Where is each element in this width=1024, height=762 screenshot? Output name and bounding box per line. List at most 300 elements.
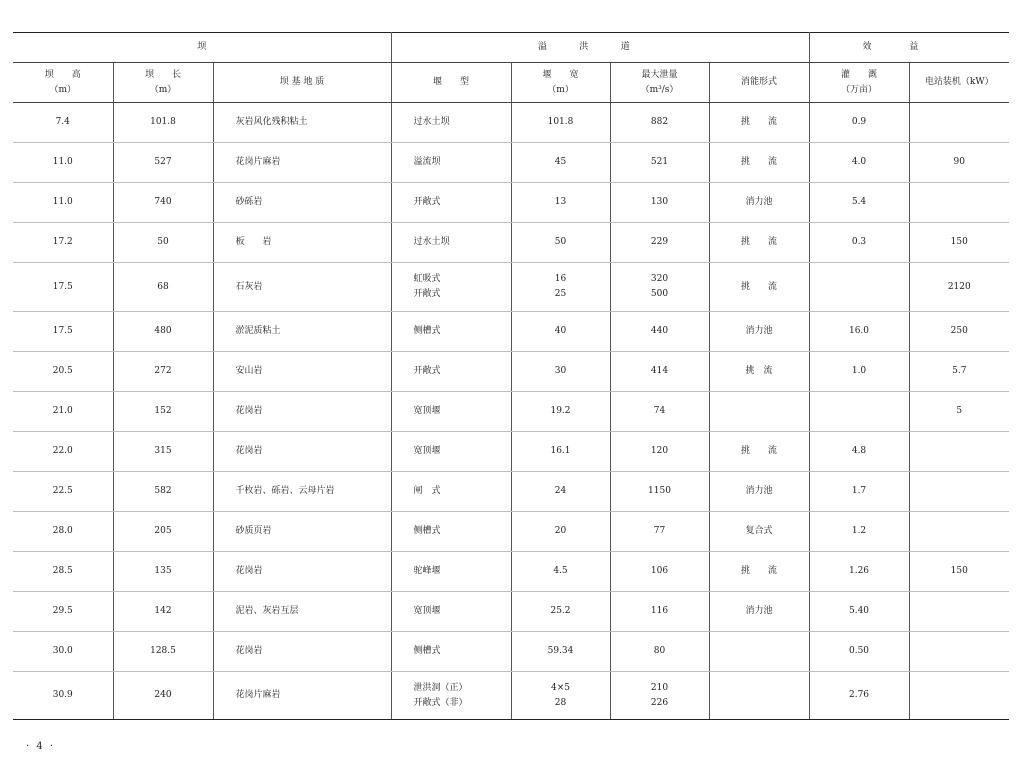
dam-height-cell bbox=[13, 672, 113, 720]
weir-width-value: 30 bbox=[554, 366, 567, 376]
column-header-6 bbox=[709, 63, 809, 103]
weir-type-value: 侧槽式 bbox=[413, 326, 441, 336]
irrigation-area-cell bbox=[809, 392, 909, 432]
energy-dissipation-value: 复合式 bbox=[745, 526, 773, 536]
foundation-geology-cell bbox=[213, 223, 391, 263]
max-discharge-value: 77 bbox=[653, 526, 666, 536]
weir-width-cell bbox=[511, 672, 610, 720]
irrigation-area-cell bbox=[809, 512, 909, 552]
foundation-geology-cell bbox=[213, 263, 391, 312]
power-capacity-cell bbox=[909, 143, 1009, 183]
dam-length-value: 315 bbox=[154, 446, 172, 456]
weir-width-cell bbox=[511, 143, 610, 183]
dam-length-cell bbox=[113, 352, 213, 392]
dam-length-cell bbox=[113, 103, 213, 143]
dam-length-value: 272 bbox=[154, 366, 172, 376]
dam-length-cell bbox=[113, 223, 213, 263]
dam-length-cell bbox=[113, 143, 213, 183]
energy-dissipation-cell bbox=[709, 103, 809, 143]
weir-type-value: 开敞式 bbox=[413, 366, 441, 376]
weir-type-cell bbox=[391, 632, 511, 672]
power-capacity-value: 150 bbox=[950, 566, 968, 576]
dam-length-cell bbox=[113, 632, 213, 672]
reservoir-data-table-container bbox=[13, 32, 1009, 720]
dam-length-cell bbox=[113, 183, 213, 223]
foundation-geology-cell bbox=[213, 632, 391, 672]
foundation-geology-cell bbox=[213, 592, 391, 632]
weir-type-cell bbox=[391, 592, 511, 632]
column-header-2 bbox=[213, 63, 391, 103]
irrigation-area-cell bbox=[809, 472, 909, 512]
weir-type-cell bbox=[391, 103, 511, 143]
column-header-4 bbox=[511, 63, 610, 103]
foundation-geology-cell bbox=[213, 103, 391, 143]
power-capacity-value: 90 bbox=[953, 157, 965, 167]
dam-height-value: 17.2 bbox=[52, 237, 73, 247]
power-capacity-value: 5 bbox=[956, 406, 963, 416]
weir-type-value: 泄洪洞（正） bbox=[413, 682, 468, 693]
dam-height-cell bbox=[13, 183, 113, 223]
energy-dissipation-value: 挑 流 bbox=[745, 366, 773, 376]
weir-type-value: 宽顶堰 bbox=[413, 406, 441, 416]
dam-length-value: 101.8 bbox=[150, 117, 176, 127]
irrigation-area-value: 0.3 bbox=[851, 237, 867, 247]
max-discharge-cell bbox=[610, 312, 709, 352]
energy-dissipation-value: 挑 流 bbox=[741, 566, 778, 576]
power-capacity-cell bbox=[909, 392, 1009, 432]
dam-length-value: 240 bbox=[154, 690, 172, 700]
weir-type-value: 宽顶堰 bbox=[413, 606, 441, 616]
max-discharge-cell bbox=[610, 263, 709, 312]
weir-type-cell bbox=[391, 432, 511, 472]
power-capacity-value: 5.7 bbox=[952, 366, 967, 376]
irrigation-area-value: 1.0 bbox=[851, 366, 867, 376]
dam-length-value: 135 bbox=[154, 566, 172, 576]
dam-length-cell bbox=[113, 592, 213, 632]
max-discharge-cell bbox=[610, 632, 709, 672]
max-discharge-cell bbox=[610, 472, 709, 512]
foundation-geology-value: 安山岩 bbox=[235, 366, 263, 376]
max-discharge-cell bbox=[610, 183, 709, 223]
power-capacity-cell bbox=[909, 592, 1009, 632]
irrigation-area-cell bbox=[809, 223, 909, 263]
max-discharge-value: 130 bbox=[650, 197, 669, 207]
irrigation-area-cell bbox=[809, 312, 909, 352]
dam-length-cell bbox=[113, 512, 213, 552]
max-discharge-value: 1150 bbox=[648, 486, 671, 496]
dam-height-value: 21.0 bbox=[52, 406, 73, 416]
irrigation-area-cell bbox=[809, 183, 909, 223]
column-header-label: 堰 型 bbox=[432, 77, 469, 87]
weir-type-value: 宽顶堰 bbox=[413, 446, 441, 456]
dam-length-value: 128.5 bbox=[150, 646, 176, 656]
table-body bbox=[13, 103, 1009, 720]
dam-height-value: 17.5 bbox=[52, 281, 73, 292]
group-header-benefit: 效益 bbox=[809, 33, 1009, 63]
column-header-label: 消能形式 bbox=[741, 77, 778, 87]
table-row bbox=[13, 103, 1009, 143]
max-discharge-value: 120 bbox=[650, 446, 669, 456]
max-discharge-cell bbox=[610, 143, 709, 183]
foundation-geology-value: 千枚岩、砾岩、云母片岩 bbox=[235, 486, 335, 496]
foundation-geology-cell bbox=[213, 352, 391, 392]
max-discharge-value: 320 bbox=[650, 274, 669, 284]
weir-type-cell bbox=[391, 352, 511, 392]
dam-length-value: 582 bbox=[154, 486, 172, 496]
max-discharge-value: 226 bbox=[650, 697, 669, 708]
weir-width-value: 19.2 bbox=[550, 406, 571, 416]
power-capacity-cell bbox=[909, 223, 1009, 263]
dam-height-value: 22.5 bbox=[52, 486, 73, 496]
weir-width-value: 25.2 bbox=[550, 606, 571, 616]
energy-dissipation-cell bbox=[709, 352, 809, 392]
max-discharge-cell bbox=[610, 552, 709, 592]
irrigation-area-value: 4.0 bbox=[851, 157, 867, 167]
max-discharge-cell bbox=[610, 592, 709, 632]
table-row bbox=[13, 552, 1009, 592]
dam-length-value: 740 bbox=[154, 197, 172, 207]
column-header-unit: （m） bbox=[49, 84, 77, 95]
weir-type-value: 侧槽式 bbox=[413, 526, 441, 536]
weir-width-cell bbox=[511, 472, 610, 512]
max-discharge-cell bbox=[610, 432, 709, 472]
irrigation-area-cell bbox=[809, 263, 909, 312]
irrigation-area-value: 16.0 bbox=[848, 326, 870, 336]
energy-dissipation-value: 挑 流 bbox=[741, 117, 778, 127]
foundation-geology-value: 淤泥质粘土 bbox=[235, 326, 281, 336]
foundation-geology-value: 花岗片麻岩 bbox=[235, 690, 281, 700]
irrigation-area-cell bbox=[809, 352, 909, 392]
weir-width-cell bbox=[511, 552, 610, 592]
weir-width-value: 4×5 bbox=[551, 682, 570, 693]
foundation-geology-cell bbox=[213, 552, 391, 592]
irrigation-area-cell bbox=[809, 632, 909, 672]
energy-dissipation-value: 挑 流 bbox=[741, 237, 778, 247]
weir-type-value: 过水土坝 bbox=[413, 117, 450, 127]
dam-height-cell bbox=[13, 512, 113, 552]
column-header-label: 坝 长 bbox=[144, 69, 181, 80]
weir-width-value: 28 bbox=[554, 697, 567, 708]
weir-width-cell bbox=[511, 103, 610, 143]
energy-dissipation-value: 消力池 bbox=[745, 197, 773, 207]
dam-length-cell bbox=[113, 263, 213, 312]
irrigation-area-cell bbox=[809, 672, 909, 720]
max-discharge-value: 106 bbox=[650, 566, 669, 576]
foundation-geology-value: 板 岩 bbox=[235, 237, 272, 247]
weir-type-value: 开敞式 bbox=[413, 289, 441, 299]
dam-height-value: 22.0 bbox=[52, 446, 73, 456]
energy-dissipation-value: 挑 流 bbox=[741, 157, 778, 167]
table-row bbox=[13, 263, 1009, 312]
weir-type-cell bbox=[391, 143, 511, 183]
irrigation-area-value: 1.7 bbox=[851, 486, 867, 496]
foundation-geology-cell bbox=[213, 472, 391, 512]
table-row bbox=[13, 352, 1009, 392]
weir-type-value: 侧槽式 bbox=[413, 646, 441, 656]
weir-type-value: 开敞式（非） bbox=[413, 697, 468, 708]
power-capacity-value: 2120 bbox=[947, 281, 971, 292]
weir-type-cell bbox=[391, 512, 511, 552]
energy-dissipation-cell bbox=[709, 312, 809, 352]
column-header-unit: （m³/s） bbox=[640, 84, 679, 95]
dam-height-value: 29.5 bbox=[52, 606, 73, 616]
irrigation-area-value: 5.40 bbox=[848, 606, 870, 616]
weir-width-cell bbox=[511, 263, 610, 312]
column-header-3 bbox=[391, 63, 511, 103]
irrigation-area-value: 1.2 bbox=[851, 526, 867, 536]
dam-length-cell bbox=[113, 672, 213, 720]
power-capacity-cell bbox=[909, 472, 1009, 512]
power-capacity-cell bbox=[909, 103, 1009, 143]
dam-height-value: 30.9 bbox=[52, 690, 73, 700]
group-header-spillway: 溢洪道 bbox=[391, 33, 809, 63]
weir-width-cell bbox=[511, 392, 610, 432]
max-discharge-cell bbox=[610, 512, 709, 552]
dam-length-cell bbox=[113, 432, 213, 472]
irrigation-area-cell bbox=[809, 592, 909, 632]
dam-height-cell bbox=[13, 103, 113, 143]
weir-width-value: 16.1 bbox=[550, 446, 571, 456]
dam-height-value: 28.5 bbox=[52, 566, 73, 576]
foundation-geology-value: 花岗岩 bbox=[235, 446, 263, 456]
column-header-unit: （万亩） bbox=[841, 84, 878, 95]
dam-length-value: 50 bbox=[157, 237, 169, 247]
power-capacity-cell bbox=[909, 312, 1009, 352]
foundation-geology-value: 砂质页岩 bbox=[235, 526, 272, 536]
irrigation-area-cell bbox=[809, 143, 909, 183]
max-discharge-value: 440 bbox=[650, 326, 669, 336]
column-header-label: 堰 宽 bbox=[542, 69, 579, 80]
weir-width-value: 25 bbox=[554, 289, 567, 299]
dam-height-cell bbox=[13, 632, 113, 672]
max-discharge-cell bbox=[610, 392, 709, 432]
foundation-geology-value: 花岗片麻岩 bbox=[235, 157, 281, 167]
weir-type-cell bbox=[391, 183, 511, 223]
max-discharge-cell bbox=[610, 103, 709, 143]
power-capacity-cell bbox=[909, 672, 1009, 720]
irrigation-area-cell bbox=[809, 432, 909, 472]
weir-width-value: 50 bbox=[554, 237, 567, 247]
energy-dissipation-cell bbox=[709, 632, 809, 672]
energy-dissipation-cell bbox=[709, 512, 809, 552]
max-discharge-value: 116 bbox=[650, 606, 669, 616]
weir-width-value: 40 bbox=[554, 326, 567, 336]
foundation-geology-cell bbox=[213, 512, 391, 552]
energy-dissipation-cell bbox=[709, 552, 809, 592]
dam-height-value: 7.4 bbox=[55, 117, 70, 127]
max-discharge-value: 500 bbox=[650, 289, 669, 299]
dam-length-cell bbox=[113, 472, 213, 512]
weir-width-value: 59.34 bbox=[547, 646, 574, 656]
irrigation-area-value: 2.76 bbox=[848, 690, 870, 700]
table-row bbox=[13, 632, 1009, 672]
max-discharge-cell bbox=[610, 672, 709, 720]
weir-type-cell bbox=[391, 472, 511, 512]
weir-type-cell bbox=[391, 263, 511, 312]
table-row bbox=[13, 672, 1009, 720]
dam-height-value: 11.0 bbox=[52, 197, 73, 207]
power-capacity-cell bbox=[909, 552, 1009, 592]
irrigation-area-value: 0.50 bbox=[848, 646, 870, 656]
column-header-1 bbox=[113, 63, 213, 103]
weir-type-value: 过水土坝 bbox=[413, 237, 450, 247]
weir-type-value: 开敞式 bbox=[413, 197, 441, 207]
foundation-geology-cell bbox=[213, 312, 391, 352]
foundation-geology-cell bbox=[213, 432, 391, 472]
dam-length-value: 480 bbox=[154, 326, 172, 336]
dam-length-value: 152 bbox=[154, 406, 172, 416]
table-row bbox=[13, 392, 1009, 432]
max-discharge-cell bbox=[610, 352, 709, 392]
power-capacity-cell bbox=[909, 352, 1009, 392]
column-header-label: 最大泄量 bbox=[641, 69, 678, 80]
energy-dissipation-cell bbox=[709, 432, 809, 472]
weir-width-cell bbox=[511, 632, 610, 672]
column-header-label: 电站装机（kW） bbox=[924, 77, 994, 87]
table-row bbox=[13, 312, 1009, 352]
energy-dissipation-value: 挑 流 bbox=[741, 446, 778, 456]
table-row bbox=[13, 592, 1009, 632]
table-row bbox=[13, 432, 1009, 472]
foundation-geology-value: 石灰岩 bbox=[235, 281, 263, 292]
weir-width-value: 16 bbox=[554, 274, 567, 284]
dam-length-value: 68 bbox=[157, 281, 169, 292]
weir-width-cell bbox=[511, 183, 610, 223]
dam-height-cell bbox=[13, 223, 113, 263]
weir-type-value: 驼峰堰 bbox=[413, 566, 441, 576]
weir-type-cell bbox=[391, 552, 511, 592]
weir-type-cell bbox=[391, 312, 511, 352]
irrigation-area-cell bbox=[809, 103, 909, 143]
column-header-0 bbox=[13, 63, 113, 103]
weir-type-cell bbox=[391, 223, 511, 263]
table-row bbox=[13, 472, 1009, 512]
max-discharge-cell bbox=[610, 223, 709, 263]
weir-type-cell bbox=[391, 392, 511, 432]
energy-dissipation-cell bbox=[709, 672, 809, 720]
irrigation-area-value: 4.8 bbox=[851, 446, 867, 456]
weir-width-value: 4.5 bbox=[553, 566, 568, 576]
weir-type-value: 溢流坝 bbox=[413, 157, 441, 167]
irrigation-area-value: 1.26 bbox=[848, 566, 870, 576]
irrigation-area-cell bbox=[809, 552, 909, 592]
dam-height-cell bbox=[13, 472, 113, 512]
weir-width-cell bbox=[511, 312, 610, 352]
power-capacity-cell bbox=[909, 512, 1009, 552]
energy-dissipation-cell bbox=[709, 183, 809, 223]
power-capacity-cell bbox=[909, 183, 1009, 223]
dam-height-cell bbox=[13, 552, 113, 592]
power-capacity-value: 250 bbox=[950, 326, 968, 336]
dam-height-cell bbox=[13, 592, 113, 632]
table-row bbox=[13, 183, 1009, 223]
max-discharge-value: 229 bbox=[650, 237, 669, 247]
irrigation-area-value: 0.9 bbox=[851, 117, 867, 127]
power-capacity-value: 150 bbox=[950, 237, 968, 247]
max-discharge-value: 521 bbox=[650, 157, 669, 167]
column-header-label: 坝 高 bbox=[44, 69, 81, 80]
max-discharge-value: 80 bbox=[653, 646, 666, 656]
foundation-geology-value: 花岗岩 bbox=[235, 566, 263, 576]
weir-width-value: 101.8 bbox=[547, 117, 574, 127]
column-header-5 bbox=[610, 63, 709, 103]
weir-width-value: 45 bbox=[554, 157, 567, 167]
weir-width-cell bbox=[511, 223, 610, 263]
dam-length-value: 527 bbox=[154, 157, 172, 167]
energy-dissipation-cell bbox=[709, 143, 809, 183]
group-header-dam: 坝 bbox=[13, 33, 391, 63]
dam-length-cell bbox=[113, 392, 213, 432]
dam-height-value: 28.0 bbox=[52, 526, 73, 536]
weir-width-cell bbox=[511, 592, 610, 632]
max-discharge-value: 74 bbox=[653, 406, 666, 416]
energy-dissipation-cell bbox=[709, 592, 809, 632]
foundation-geology-value: 砂砾岩 bbox=[235, 197, 263, 207]
power-capacity-cell bbox=[909, 263, 1009, 312]
column-header-label: 灌 溉 bbox=[841, 69, 878, 80]
weir-width-value: 13 bbox=[554, 197, 567, 207]
dam-height-value: 30.0 bbox=[52, 646, 73, 656]
group-header-row bbox=[13, 33, 1009, 63]
weir-width-cell bbox=[511, 352, 610, 392]
weir-width-value: 20 bbox=[554, 526, 567, 536]
energy-dissipation-value: 消力池 bbox=[745, 606, 773, 616]
dam-height-value: 20.5 bbox=[52, 366, 73, 376]
dam-height-cell bbox=[13, 352, 113, 392]
dam-height-cell bbox=[13, 263, 113, 312]
foundation-geology-cell bbox=[213, 392, 391, 432]
weir-width-cell bbox=[511, 512, 610, 552]
max-discharge-value: 210 bbox=[650, 682, 669, 693]
dam-length-cell bbox=[113, 312, 213, 352]
dam-length-cell bbox=[113, 552, 213, 592]
energy-dissipation-cell bbox=[709, 392, 809, 432]
column-header-unit: （m） bbox=[149, 84, 177, 95]
foundation-geology-value: 泥岩、灰岩互层 bbox=[235, 606, 299, 616]
dam-length-value: 205 bbox=[154, 526, 172, 536]
column-header-row bbox=[13, 63, 1009, 103]
energy-dissipation-value: 消力池 bbox=[745, 326, 773, 336]
column-header-label: 坝 基 地 质 bbox=[279, 77, 325, 87]
power-capacity-cell bbox=[909, 432, 1009, 472]
table-row bbox=[13, 512, 1009, 552]
column-header-8 bbox=[909, 63, 1009, 103]
dam-height-cell bbox=[13, 143, 113, 183]
dam-height-cell bbox=[13, 432, 113, 472]
energy-dissipation-cell bbox=[709, 472, 809, 512]
table-row bbox=[13, 143, 1009, 183]
energy-dissipation-cell bbox=[709, 223, 809, 263]
dam-height-value: 11.0 bbox=[52, 157, 73, 167]
page-number: · 4 · bbox=[26, 741, 56, 752]
foundation-geology-cell bbox=[213, 143, 391, 183]
weir-type-cell bbox=[391, 672, 511, 720]
weir-type-value: 虹吸式 bbox=[413, 274, 441, 284]
dam-height-cell bbox=[13, 312, 113, 352]
dam-height-cell bbox=[13, 392, 113, 432]
energy-dissipation-value: 挑 流 bbox=[741, 281, 778, 292]
energy-dissipation-value: 消力池 bbox=[745, 486, 773, 496]
foundation-geology-cell bbox=[213, 672, 391, 720]
weir-width-value: 24 bbox=[554, 486, 567, 496]
power-capacity-cell bbox=[909, 632, 1009, 672]
foundation-geology-value: 灰岩风化残积粘土 bbox=[235, 117, 308, 127]
max-discharge-value: 414 bbox=[650, 366, 669, 376]
column-header-unit: （m） bbox=[547, 84, 574, 95]
irrigation-area-value: 5.4 bbox=[851, 197, 867, 207]
energy-dissipation-cell bbox=[709, 263, 809, 312]
foundation-geology-cell bbox=[213, 183, 391, 223]
